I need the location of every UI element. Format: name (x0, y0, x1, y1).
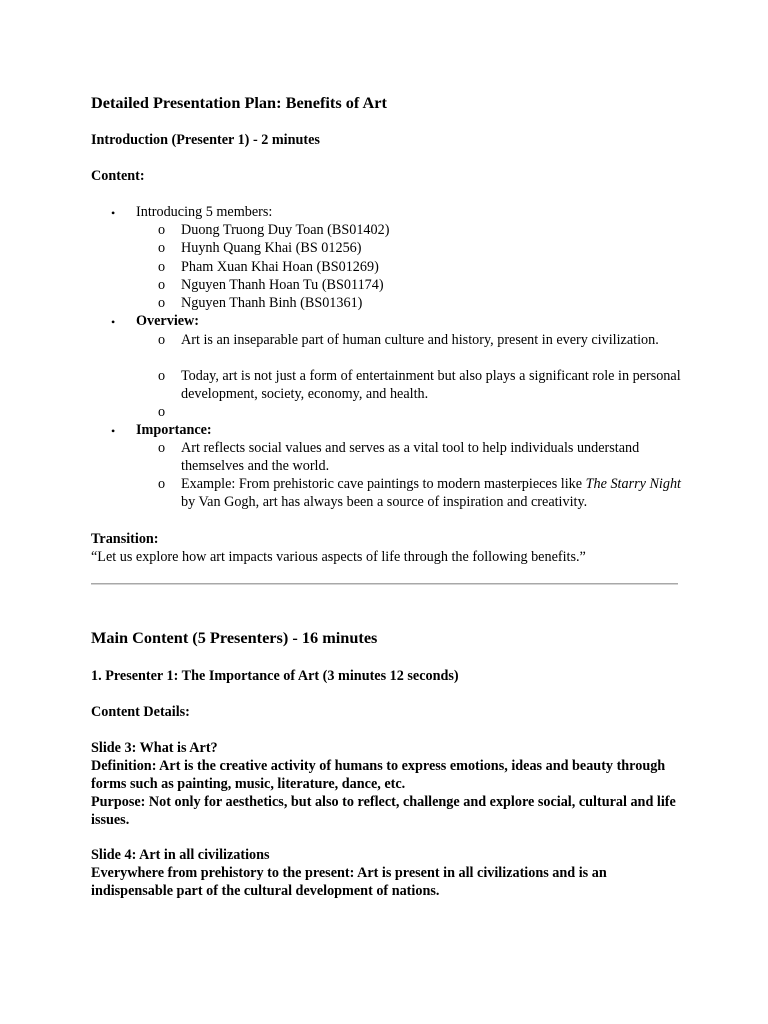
importance-item: Art reflects social values and serves as a vital tool to help individuals understand themselves and the world. (181, 440, 640, 474)
bullet-icon: • (111, 424, 116, 438)
overview-item: Art is an inseparable part of human culture and history, present in every civilization. (181, 332, 659, 348)
slide4-body: Everywhere from prehistory to the present: Art is present in all civilizations and is an indispensable part of the cultural development of nations. (91, 865, 607, 899)
overview-label: Overview: (136, 313, 200, 329)
overview-item: Today, art is not just a form of entertainment but also plays a significant role in personal development, society, economy, and health. (181, 368, 681, 402)
members-label: Introducing 5 members: (136, 204, 273, 220)
slide3-title: Slide 3: What is Art? (91, 740, 218, 756)
importance-label: Importance: (136, 422, 212, 438)
example-text-after: by Van Gogh, art has always been a source of inspiration and creativity. (181, 494, 588, 510)
bullet-icon: • (111, 315, 116, 329)
slide3-purpose: Purpose: Not only for aesthetics, but also to reflect, challenge and explore social, cultural and life issues. (91, 794, 676, 828)
member-item: Pham Xuan Khai Hoan (BS01269) (181, 259, 379, 275)
sub-bullet-icon: o (158, 440, 166, 456)
sub-bullet-icon: o (158, 259, 166, 275)
bullet-icon: • (111, 206, 116, 220)
sub-bullet-icon: o (158, 476, 166, 492)
document-title: Detailed Presentation Plan: Benefits of Art (91, 93, 387, 112)
sub-bullet-icon: o (158, 368, 166, 384)
sub-bullet-icon: o (158, 277, 166, 293)
sub-bullet-icon: o (158, 404, 166, 420)
member-item: Duong Truong Duy Toan (BS01402) (181, 222, 390, 238)
sub-bullet-icon: o (158, 222, 166, 238)
content-details-label: Content Details: (91, 704, 190, 720)
artwork-title: The Starry Night (585, 476, 682, 492)
member-item: Huynh Quang Khai (BS 01256) (181, 240, 362, 256)
presenter1-heading: 1. Presenter 1: The Importance of Art (3 minutes 12 seconds) (91, 668, 459, 684)
slide4-title: Slide 4: Art in all civilizations (91, 847, 270, 863)
intro-heading: Introduction (Presenter 1) - 2 minutes (91, 132, 320, 148)
importance-example (181, 475, 681, 511)
main-content-heading: Main Content (5 Presenters) - 16 minutes (91, 628, 378, 647)
slide3-definition: Definition: Art is the creative activity of humans to express emotions, ideas and beauty through forms such as painting, music, literature, dance, etc. (91, 758, 666, 792)
content-label: Content: (91, 168, 145, 184)
sub-bullet-icon: o (158, 295, 166, 311)
sub-bullet-icon: o (158, 332, 166, 348)
member-item: Nguyen Thanh Binh (BS01361) (181, 295, 363, 311)
member-item: Nguyen Thanh Hoan Tu (BS01174) (181, 277, 384, 293)
transition-label: Transition: (91, 531, 159, 547)
example-text-before: Example: From prehistoric cave paintings to modern masterpieces like (181, 476, 586, 492)
transition-quote: “Let us explore how art impacts various aspects of life through the following benefits.” (91, 549, 586, 565)
horizontal-rule (91, 583, 678, 585)
sub-bullet-icon: o (158, 240, 166, 256)
